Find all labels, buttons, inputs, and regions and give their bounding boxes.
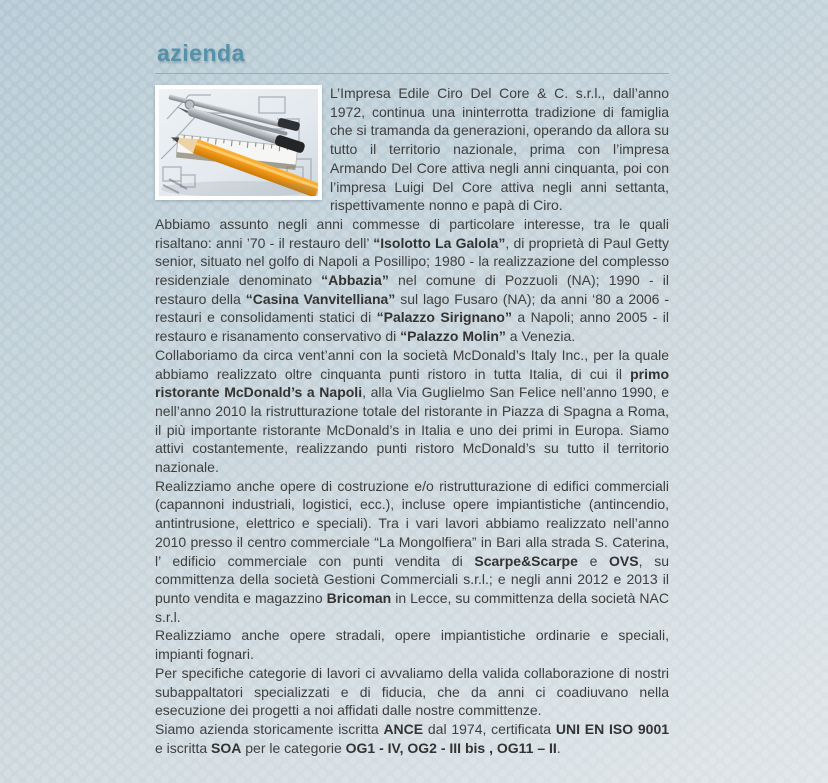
title-divider — [155, 73, 669, 74]
content-column — [155, 0, 669, 757]
drafting-tools-illustration — [159, 89, 318, 196]
paragraph-4: Realizziamo anche opere di costruzione e/o ristrutturazione di edifici commerciali (capannoni industriali, logistici, ecc.), incluse opere impiantistiche (antincendio, antintrusione, elettrico e speciali). Tra i vari lavori abbiamo realizzato nell’anno 2010 presso il centro commerciale “La Mongolfiera” in Bari alla strada S. Caterina, l’ edificio commerciale con punti vendita di Scarpe&Scarpe e OVS, su committenza della società Gestioni Commerciali s.r.l.; e negli anni 2012 e 2013 il punto vendita e magazzino Bricoman in Lecce, su committenza della società NAC s.r.l. — [155, 477, 669, 625]
drafting-tools-photo — [155, 85, 322, 200]
paragraph-3: Collaboriamo da circa vent’anni con la società McDonald’s Italy Inc., per la quale abbiamo realizzato oltre cinquanta punti ristoro in tutta Italia, di cui il primo ristorante McDonald’s a Napoli, alla Via Guglielmo San Felice nell’anno 1990, e nell’anno 2010 la ristrutturazione totale del ristorante in Piazza di Spagna a Roma, il più importante ristorante McDonald’s in Italia e uno dei primi in Europa. Siamo attivi costantemente, realizzando punti ristoro McDonald’s su tutto il territorio nazionale. — [155, 346, 669, 476]
page-title: azienda — [157, 40, 245, 66]
article-body — [155, 84, 669, 757]
paragraph-7: Siamo azienda storicamente iscritta ANCE dal 1974, certificata UNI EN ISO 9001 e iscritta SOA per le categorie OG1 - IV, OG2 - III bis , OG11 – II. — [155, 720, 670, 756]
paragraph-6: Per specifiche categorie di lavori ci avvaliamo della valida collaborazione di nostri subappaltatori specializzati e di fiducia, che da anni ci coadiuvano nella esecuzione dei progetti a noi affidati dalle nostre committenze. — [155, 664, 669, 719]
paragraph-5: Realizziamo anche opere stradali, opere impiantistiche ordinarie e speciali, impianti fognari. — [155, 627, 669, 663]
paragraph-1: L’Impresa Edile Ciro Del Core & C. s.r.l., dall’anno 1972, continua una ininterrotta tradizione di famiglia che si tramanda da generazioni, operando da allora su tutto il territorio nazionale, prima con l’impresa Armando Del Core attiva negli anni cinquanta, poi con l’impresa Luigi Del Core attiva negli anni settanta, rispettivamente nonno e papà di Ciro. — [330, 85, 669, 214]
paragraph-2: Abbiamo assunto negli anni commesse di particolare interesse, tra le quali risaltano: anni ’70 - il restauro dell’ “Isolotto La Galola”, di proprietà di Paul Getty senior, situato nel golfo di Napoli a Posillipo; 1980 - la realizzazione del complesso residenziale denominato “Abbazia” nel comune di Pozzuoli (NA); 1990 - il restauro della “Casina Vanvitelliana” sul lago Fusaro (NA); da anni ‘80 a 2006 - restauri e consolidamenti statici di “Palazzo Sirignano” a Napoli; anno 2005 - il restauro e risanamento conservativo di “Palazzo Molin” a Venezia. — [155, 215, 670, 345]
